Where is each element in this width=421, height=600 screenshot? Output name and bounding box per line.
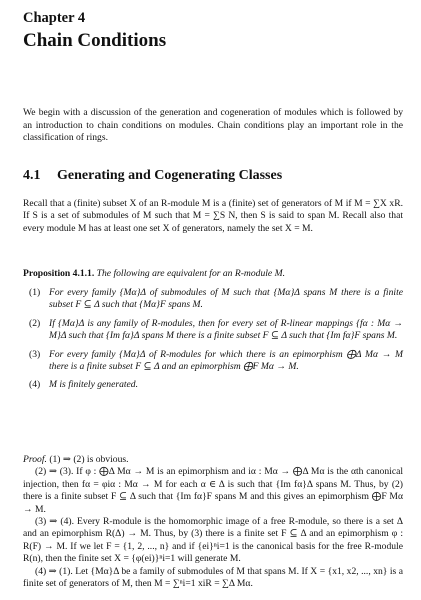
paragraph-generators: Recall that a (finite) subset X of an R-module M is a (finite) set of generators of M if M = ∑X xR. If S is a set of submodules of M such that M = ∑S N, then S is said to span M. Recall also that every module M has at least one set X of generators, namely the set X = M.: [23, 198, 403, 234]
proposition-item: [23, 287, 403, 312]
proposition-item: [23, 318, 403, 343]
proposition-item: [23, 349, 403, 374]
item-marker: (3): [29, 348, 41, 360]
proof-step-text: (1) ⇒ (2) is obvious.: [49, 454, 129, 465]
section-heading: [23, 167, 403, 185]
chapter-label: Chapter 4: [23, 10, 86, 26]
proof-block: [23, 454, 403, 590]
section-number: 4.1: [23, 168, 41, 183]
item-marker: (2): [29, 317, 41, 329]
proof-step: (2) ⇒ (3). If φ : ⨁Δ Mα → M is an epimorphism and iα : Mα → ⨁Δ Mα is the αth canonical injection, then fα = φiα : Mα → M for each α ∈ Δ is such that {Im fα}Δ spans M. Thus, by (2) there is a finite subset F ⊆ Δ such that {Im fα}F spans M and this gives an epimorphism ⨁F Mα → M.: [23, 466, 403, 515]
proposition-heading: [23, 268, 403, 280]
proof-step: (3) ⇒ (4). Every R-module is the homomorphic image of a free R-module, so there is a set Δ and an epimorphism R(Δ) → M. Thus, by (3) there is a finite set F ⊆ Δ and an epimorphism φ : R(F) → M. If we let F = {1, 2, ..., n} and if {ei}ⁿi=1 is the canonical basis for the free R-module R(n), then the finite set X = {φ(ei)}ⁿi=1 will generate M.: [23, 516, 403, 565]
page: [23, 10, 403, 590]
item-marker: (4): [29, 379, 41, 391]
chapter-title: Chain Conditions: [23, 30, 167, 51]
item-text: For every family {Mα}Δ of submodules of M such that {Mα}Δ spans M there is a finite subset F ⊆ Δ such that {Mα}F spans M.: [49, 287, 403, 311]
proof-step: (4) ⇒ (1). Let {Mα}Δ be a family of submodules of M that spans M. If X = {x1, x2, ..., xn} is a finite set of generators of M, then M = ∑ⁿi=1 xiR = ∑Δ Mα.: [23, 565, 403, 590]
proof-step: [23, 454, 403, 466]
proposition-items: [23, 287, 403, 398]
item-text: If {Mα}Δ is any family of R-modules, then for every set of R-linear mappings {fα : Mα → M}Δ such that {Im fα}Δ spans M there is a finite subset F ⊆ Δ such that {Im fα}F spans M.: [49, 317, 403, 342]
item-text: For every family {Mα}Δ of R-modules for which there is an epimorphism ⨁Δ Mα → M there is a finite subset F ⊆ Δ and an epimorphism ⨁F Mα → M.: [49, 348, 403, 373]
proposition-item: [23, 379, 403, 391]
item-text: M is finitely generated.: [49, 379, 138, 391]
item-marker: (1): [29, 287, 41, 298]
intro-paragraph: We begin with a discussion of the generation and cogeneration of modules which is followed by an introduction to chain conditions on modules. Chain conditions play an important role in the classification of rings.: [23, 107, 403, 144]
proposition-label: Proposition 4.1.1.: [23, 268, 95, 279]
section-title: Generating and Cogenerating Classes: [57, 168, 283, 183]
proof-label: Proof.: [23, 454, 47, 465]
proposition-statement: The following are equivalent for an R-module M.: [96, 268, 285, 279]
